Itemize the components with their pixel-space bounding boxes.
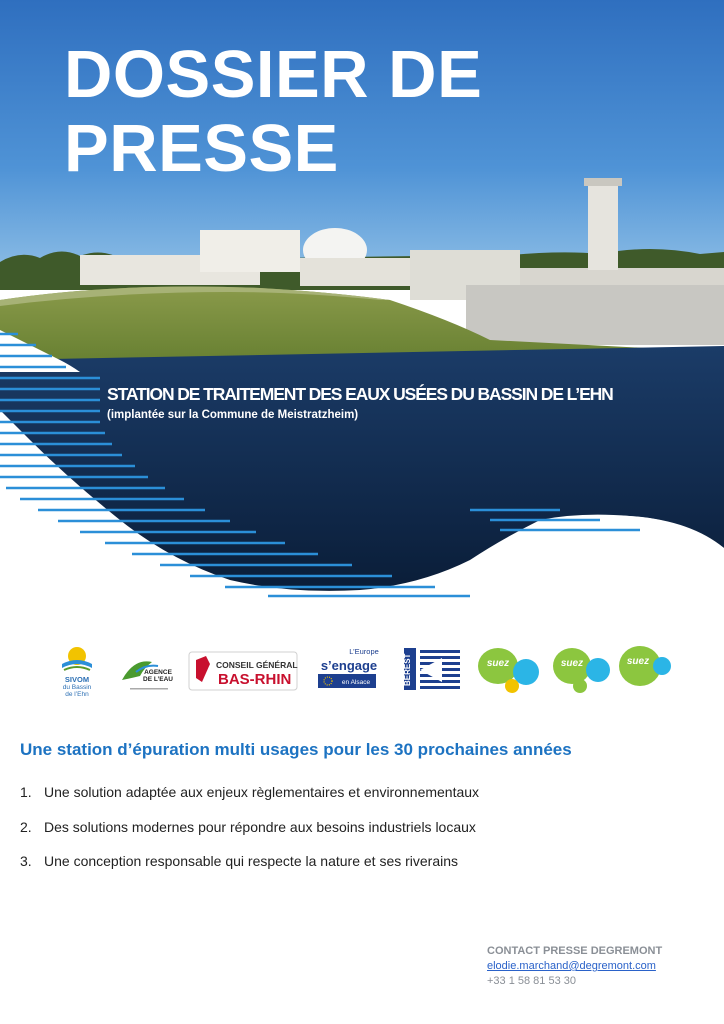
suez-logo-3 [618,642,674,698]
partner-logos [52,642,672,698]
agence-eau-logo [116,642,174,698]
tower-top [584,178,622,186]
suez-logo-1 [476,642,546,698]
sivom-logo-line3: de l’Ehn [65,691,89,698]
conseil-general-line1: CONSEIL GÉNÉRAL [216,660,298,670]
contact-email-link[interactable]: elodie.marchand@degremont.com [487,960,656,972]
tower [588,182,618,270]
list-item-number: 1. [20,784,32,800]
berest-logo [402,642,464,698]
building-center [300,258,420,286]
europe-logo-line3: en Alsace [341,679,371,686]
sivom-logo-line2: du Bassin [62,684,92,691]
press-contact [487,944,662,989]
list-item-number: 3. [20,853,32,869]
conseil-general-logo [188,642,298,698]
headline: Une station d’épuration multi usages pour les 30 prochaines années [20,740,572,759]
contact-phone: +33 1 58 81 53 30 [487,975,576,987]
contact-title: CONTACT PRESSE DEGREMONT [487,945,663,957]
list-item-text: Une solution adaptée aux enjeux règlementaires et environnementaux [44,784,480,800]
suez-logo-2 [552,642,614,698]
agence-eau-line1: AGENCE [144,669,172,676]
list-item-number: 2. [20,818,32,835]
list-item [20,819,479,854]
list-item [20,853,479,888]
europe-logo [314,642,384,698]
list-item [20,784,479,819]
cover-title-line1: DOSSIER DE [64,37,483,112]
europe-logo-line2: s’engage [320,658,378,673]
suez-logo-3-label: suez [626,656,650,667]
europe-logo-line1: L’Europe [349,647,379,656]
cover-subtitle-note: (implantée sur la Commune de Meistratzheim) [107,409,359,421]
list-item-text: Une conception responsable qui respecte la nature et ses riverains [44,853,459,869]
cover-title [64,38,482,186]
key-points-list [20,784,479,888]
cover-title-line2: PRESSE [64,111,339,186]
suez-logo-1-label: suez [486,658,510,669]
building-main [200,230,300,272]
conseil-general-line2: BAS-RHIN [218,671,292,688]
list-item-text: Des solutions modernes pour répondre aux besoins industriels locaux [44,818,476,835]
cover-subtitle: STATION DE TRAITEMENT DES EAUX USÉES DU BASSIN DE L’EHN [107,384,613,404]
sivom-logo-line1: SIVOM [64,675,90,684]
agence-eau-line2: DE L’EAU [143,676,173,683]
suez-logo-2-label: suez [560,658,584,669]
wall-right [466,285,724,345]
berest-logo-label: BEREST [403,653,412,686]
sivom-logo [52,642,102,698]
